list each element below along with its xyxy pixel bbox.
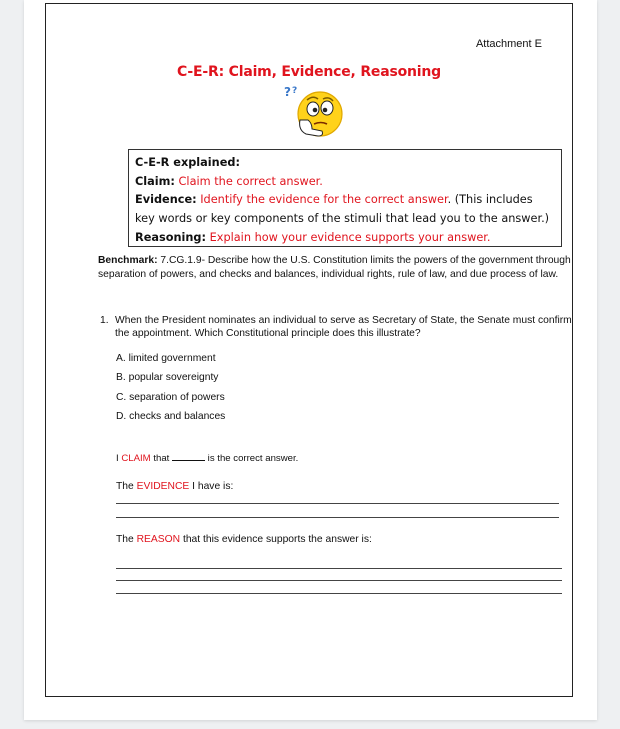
reason-answer-line[interactable] [116,580,562,581]
evidence-description: Identify the evidence for the correct answer [200,193,448,207]
page-border [45,3,573,697]
evidence-post: I have is: [189,481,234,492]
claim-post: that [150,453,170,464]
option-a: A. limited government [116,353,216,364]
benchmark-text [98,254,596,281]
claim-description: Claim the correct answer. [178,174,323,188]
svg-text:?: ? [284,85,291,99]
claim-tail: is the correct answer. [205,453,299,464]
reason-answer-line[interactable] [116,593,562,594]
reason-post: that this evidence supports the answer is: [180,534,372,545]
option-c: C. separation of powers [116,392,225,403]
evidence-answer-line[interactable] [116,517,559,518]
claim-line [116,451,298,464]
claim-word: CLAIM [121,453,151,464]
reasoning-description: Explain how your evidence supports your answer. [209,230,491,244]
reason-prompt [116,534,372,545]
claim-blank[interactable] [172,451,205,461]
reason-answer-line[interactable] [116,568,562,569]
evidence-word: EVIDENCE [136,481,190,492]
question-number: 1. [100,315,109,326]
question-text: When the President nominates an individual to serve as Secretary of State, the Senate must confirm the appointment. Which Constitutional principle does this illustrate? [115,315,572,339]
benchmark-body: 7.CG.1.9- Describe how the U.S. Constitution limits the powers of the government through separation of powers, and checks and balances, individual rights, rule of law, and due process of law. [98,255,571,280]
option-d: D. checks and balances [116,411,226,422]
reason-pre: The [116,534,137,545]
benchmark-label: Benchmark: [98,255,158,266]
thinking-face-icon [278,84,358,142]
evidence-label: Evidence: [135,193,197,207]
cer-explanation-box [128,149,562,247]
evidence-pre: The [116,481,137,492]
evidence-prompt [116,481,233,492]
reasoning-label: Reasoning: [135,230,207,244]
option-b: B. popular sovereignty [116,372,219,383]
document-page [24,0,597,720]
svg-text:?: ? [292,86,298,96]
evidence-answer-line[interactable] [116,503,559,504]
box-heading: C-E-R explained: [135,156,240,169]
reason-word: REASON [136,534,181,545]
claim-pre: I [116,453,122,464]
claim-label: Claim: [135,174,175,188]
attachment-label: Attachment E [475,38,542,50]
page-title: C-E-R: Claim, Evidence, Reasoning [177,64,441,80]
question-1 [100,315,580,340]
evidence-note: . (This includes key words or key components of the stimuli that lead you to the answer.) [135,193,550,226]
